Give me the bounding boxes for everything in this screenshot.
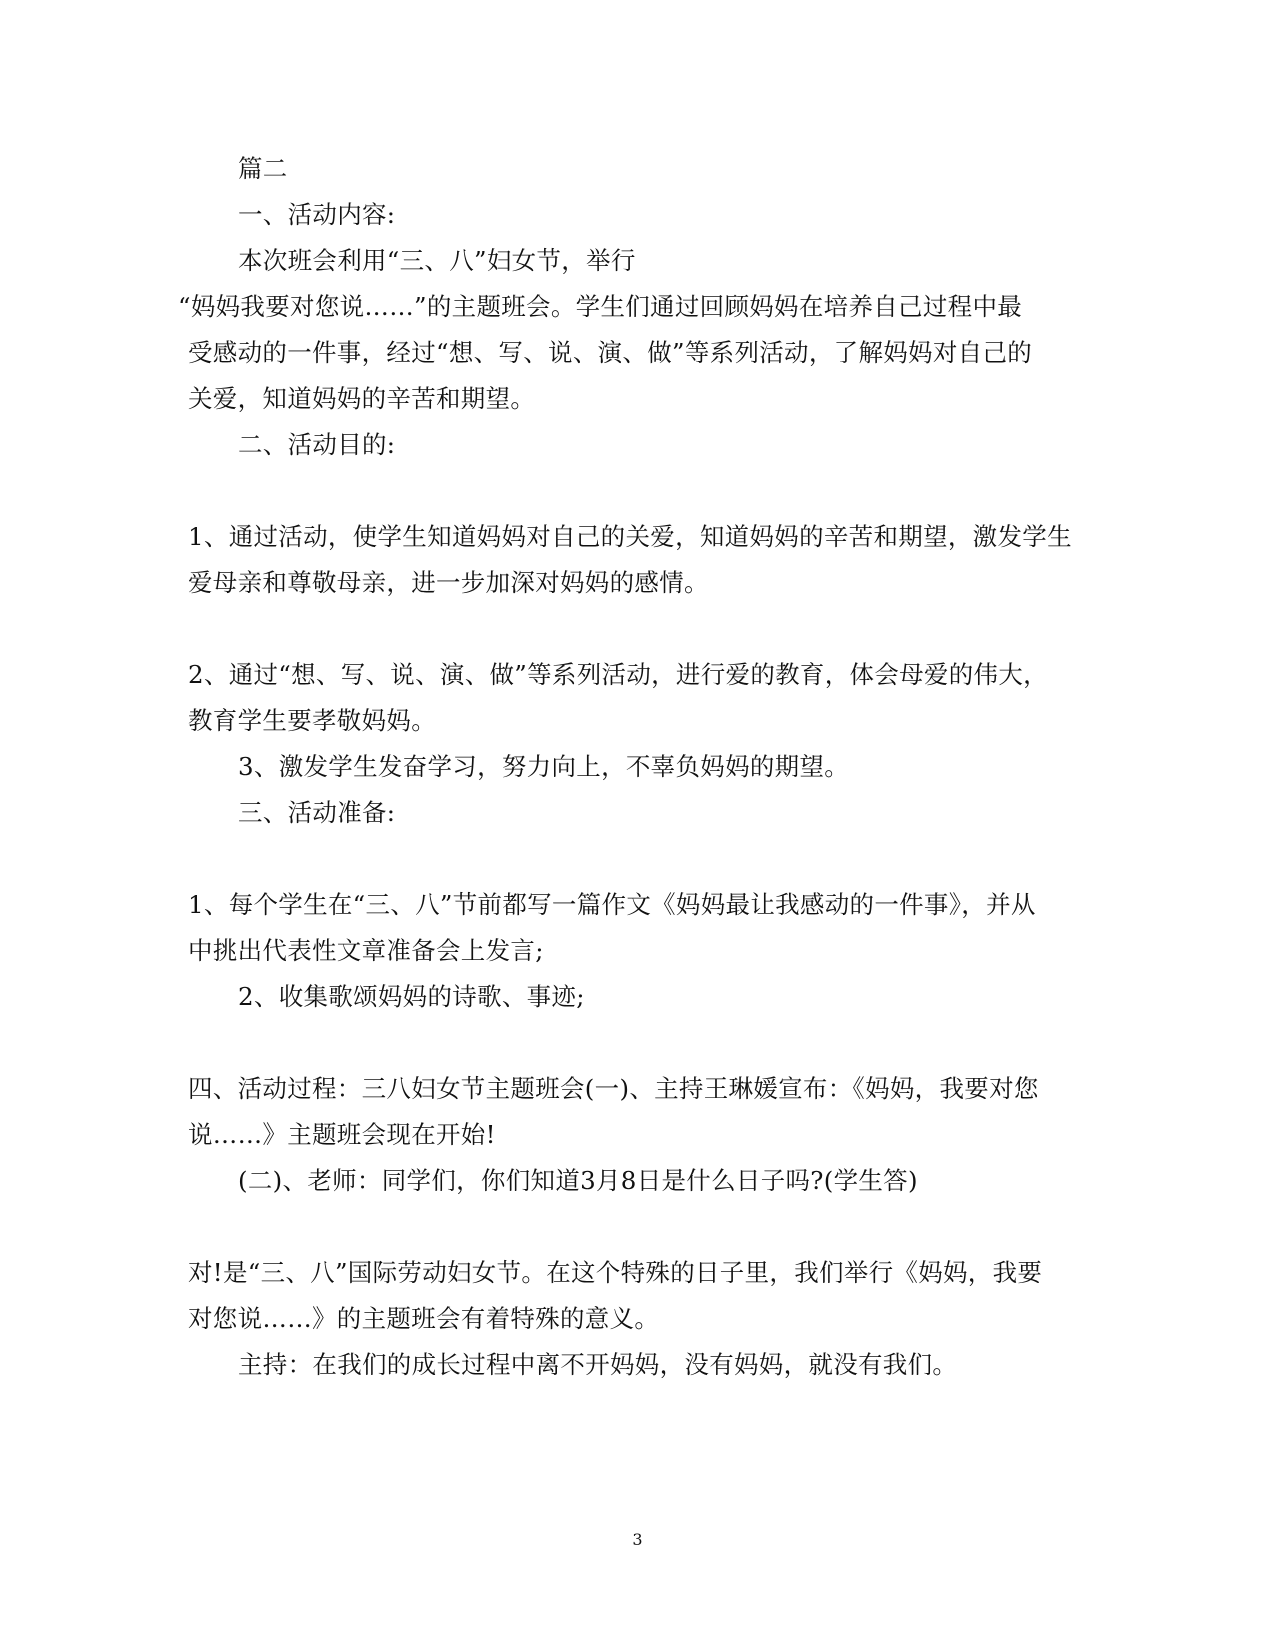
heading-activity-content: 一、活动内容: xyxy=(238,200,396,229)
list-item-line: 2、收集歌颂妈妈的诗歌、事迹; xyxy=(238,982,585,1011)
heading-activity-preparation: 三、活动准备: xyxy=(238,798,396,827)
list-item-line: 3、激发学生发奋学习，努力向上，不辜负妈妈的期望。 xyxy=(238,752,850,781)
paragraph-line: “妈妈我要对您说……”的主题班会。学生们通过回顾妈妈在培养自己过程中最 xyxy=(178,292,1023,321)
heading-activity-purpose: 二、活动目的: xyxy=(238,430,396,459)
list-item-line: 爱母亲和尊敬母亲，进一步加深对妈妈的感情。 xyxy=(188,568,709,597)
paragraph-line: 受感动的一件事，经过“想、写、说、演、做”等系列活动，了解妈妈对自己的 xyxy=(188,338,1033,367)
paragraph-line: 说……》主题班会现在开始! xyxy=(188,1120,496,1149)
list-item-line: 中挑出代表性文章准备会上发言; xyxy=(188,936,544,965)
paragraph-line: 对您说……》的主题班会有着特殊的意义。 xyxy=(188,1304,660,1333)
section-title: 篇二 xyxy=(238,154,288,183)
paragraph-line: (二)、老师：同学们，你们知道3月8日是什么日子吗?(学生答) xyxy=(238,1166,918,1195)
page-number: 3 xyxy=(632,1530,643,1549)
paragraph-line: 关爱，知道妈妈的辛苦和期望。 xyxy=(188,384,536,413)
list-item-line: 教育学生要孝敬妈妈。 xyxy=(188,706,436,735)
paragraph-line: 本次班会利用“三、八”妇女节，举行 xyxy=(238,246,636,275)
list-item-line: 2、通过“想、写、说、演、做”等系列活动，进行爱的教育，体会母爱的伟大， xyxy=(188,660,1048,689)
paragraph-line: 四、活动过程：三八妇女节主题班会(一)、主持王琳媛宣布：《妈妈，我要对您 xyxy=(188,1074,1039,1103)
paragraph-line: 对!是“三、八”国际劳动妇女节。在这个特殊的日子里，我们举行《妈妈，我要 xyxy=(188,1258,1043,1287)
list-item-line: 1、每个学生在“三、八”节前都写一篇作文《妈妈最让我感动的一件事》，并从 xyxy=(188,890,1036,919)
list-item-line: 1、通过活动，使学生知道妈妈对自己的关爱，知道妈妈的辛苦和期望，激发学生 xyxy=(188,522,1072,551)
paragraph-line: 主持：在我们的成长过程中离不开妈妈，没有妈妈，就没有我们。 xyxy=(238,1350,958,1379)
